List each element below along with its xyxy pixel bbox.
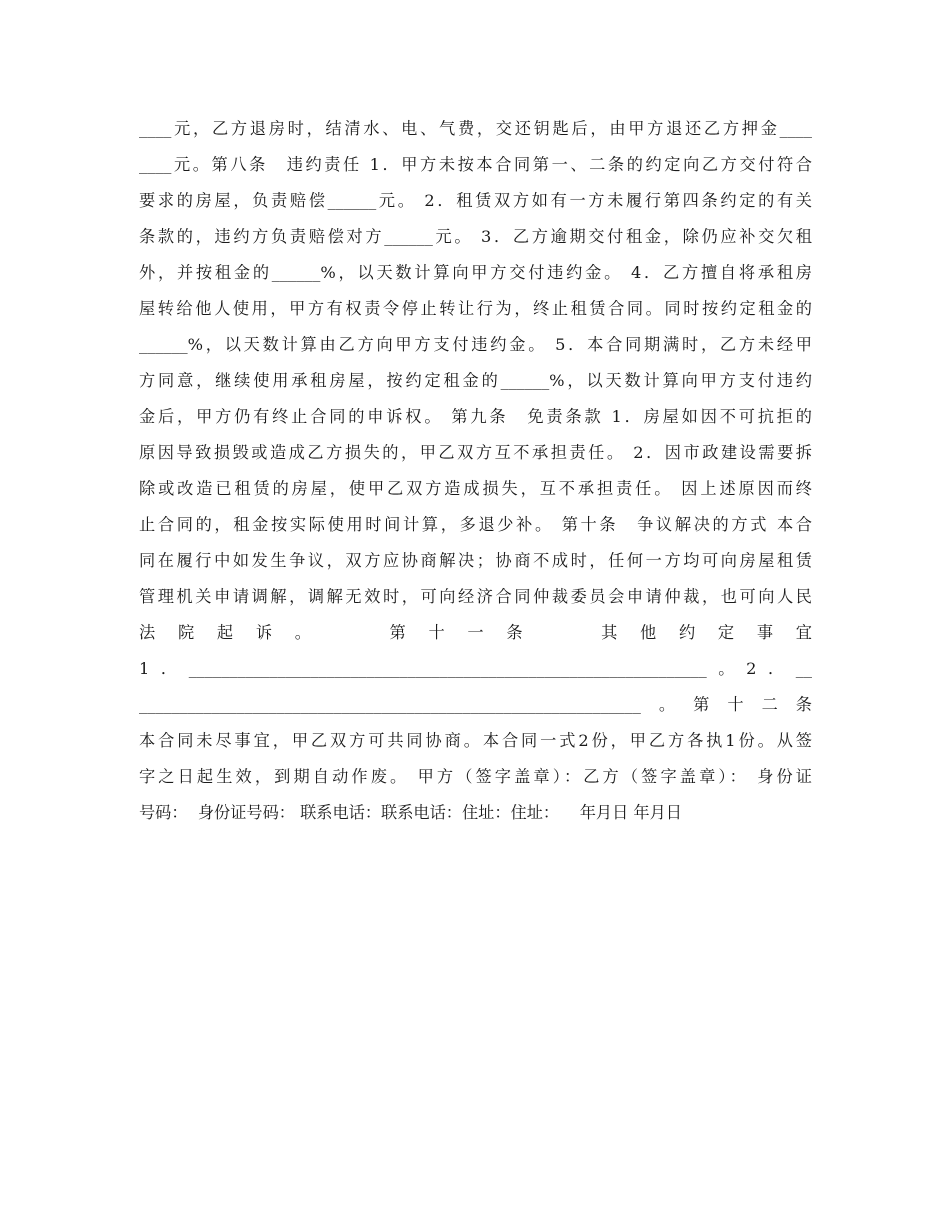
text-line-4: 条款的，违约方负责赔偿对方______元。 3．乙方逾期交付租金，除仍应补交欠租 xyxy=(139,227,812,246)
text-line-8: 方同意，继续使用承租房屋，按约定租金的______%，以天数计算向甲方支付违约 xyxy=(139,371,812,390)
text-line-15: 法院起诉。 第十一条 其他约定事宜 xyxy=(139,623,812,642)
text-line-12: 止合同的，租金按实际使用时间计算，多退少补。 第十条 争议解决的方式 本合 xyxy=(139,515,812,534)
text-line-6: 屋转给他人使用，甲方有权责令停止转让行为，终止租赁合同。同时按约定租金的 xyxy=(139,299,812,318)
text-line-10: 原因导致损毁或造成乙方损失的，甲乙双方互不承担责任。 2．因市政建设需要拆 xyxy=(139,443,812,462)
text-line-2: ____元。第八条 违约责任 1．甲方未按本合同第一、二条的约定向乙方交付符合 xyxy=(139,155,812,174)
text-line-14: 管理机关申请调解，调解无效时，可向经济合同仲裁委员会申请仲裁，也可向人民 xyxy=(139,587,812,606)
text-line-7: ______%，以天数计算由乙方向甲方支付违约金。 5．本合同期满时，乙方未经甲 xyxy=(139,335,812,354)
text-line-1: ____元，乙方退房时，结清水、电、气费，交还钥匙后，由甲方退还乙方押金____ xyxy=(139,119,812,138)
text-line-5: 外，并按租金的______%，以天数计算向甲方交付违约金。 4．乙方擅自将承租房 xyxy=(139,263,812,282)
text-line-20: 号码： 身份证号码： 联系电话：联系电话：住址：住址： 年月日 年月日 xyxy=(139,803,682,822)
text-line-19: 字之日起生效，到期自动作废。 甲方（签字盖章）：乙方（签字盖章）： 身份证 xyxy=(139,767,812,786)
text-line-17: ______________________________________________________________。第十二条 xyxy=(139,695,812,714)
text-line-18: 本合同未尽事宜，甲乙双方可共同协商。本合同一式2份，甲乙方各执1份。从签 xyxy=(139,731,812,750)
text-line-3: 要求的房屋，负责赔偿______元。 2．租赁双方如有一方未履行第四条约定的有关 xyxy=(139,191,812,210)
text-line-11: 除或改造已租赁的房屋，使甲乙双方造成损失，互不承担责任。 因上述原因而终 xyxy=(139,479,812,498)
text-line-13: 同在履行中如发生争议，双方应协商解决；协商不成时，任何一方均可向房屋租赁 xyxy=(139,551,812,570)
text-line-9: 金后，甲方仍有终止合同的申诉权。 第九条 免责条款 1．房屋如因不可抗拒的 xyxy=(139,407,812,426)
text-line-16: 1．________________________________________________________________。2．__ xyxy=(139,659,812,678)
